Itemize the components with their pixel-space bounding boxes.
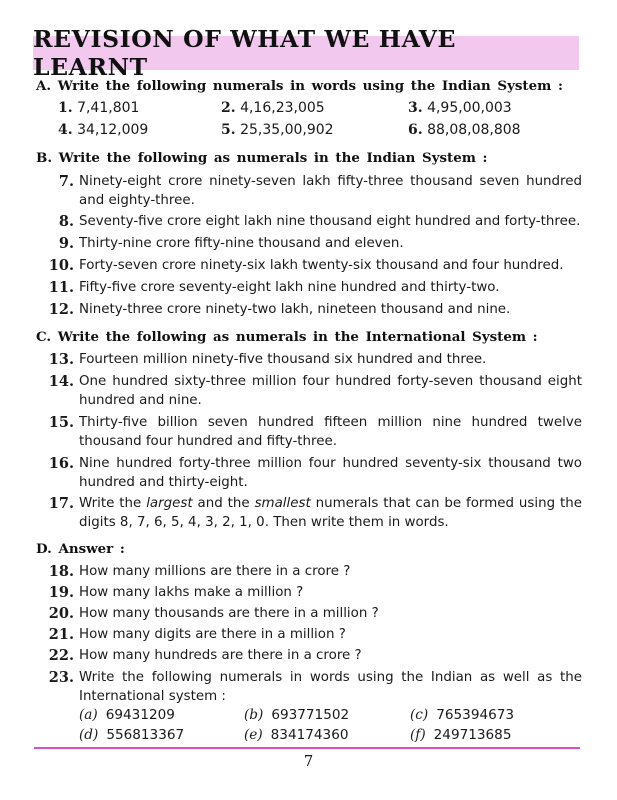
option-item: (b) 693771502 (244, 707, 350, 723)
numeral-item: 5. 25,35,00,902 (221, 122, 334, 138)
numeral-item: 4. 34,12,009 (58, 122, 149, 138)
option-item: (f) 249713685 (410, 727, 512, 743)
section-c-heading: C. Write the following as numerals in the International System : (36, 329, 538, 345)
title-band (33, 25, 579, 81)
numeral-item: 1. 7,41,801 (58, 100, 140, 116)
option-item: (d) 556813367 (79, 727, 185, 743)
option-item: (c) 765394673 (410, 707, 515, 723)
page-number: 7 (303, 752, 314, 770)
numeral-item: 3. 4,95,00,003 (408, 100, 512, 116)
footer-divider (34, 747, 580, 749)
section-a-heading: A. Write the following numerals in words using the Indian System : (36, 78, 563, 94)
numeral-item: 6. 88,08,08,808 (408, 122, 521, 138)
section-b-heading: B. Write the following as numerals in the Indian System : (36, 150, 488, 166)
option-item: (e) 834174360 (244, 727, 349, 743)
numeral-item: 2. 4,16,23,005 (221, 100, 325, 116)
page-title: REVISION OF WHAT WE HAVE LEARNT (33, 25, 457, 81)
section-d-heading: D. Answer : (36, 541, 125, 557)
option-item: (a) 69431209 (79, 707, 175, 723)
